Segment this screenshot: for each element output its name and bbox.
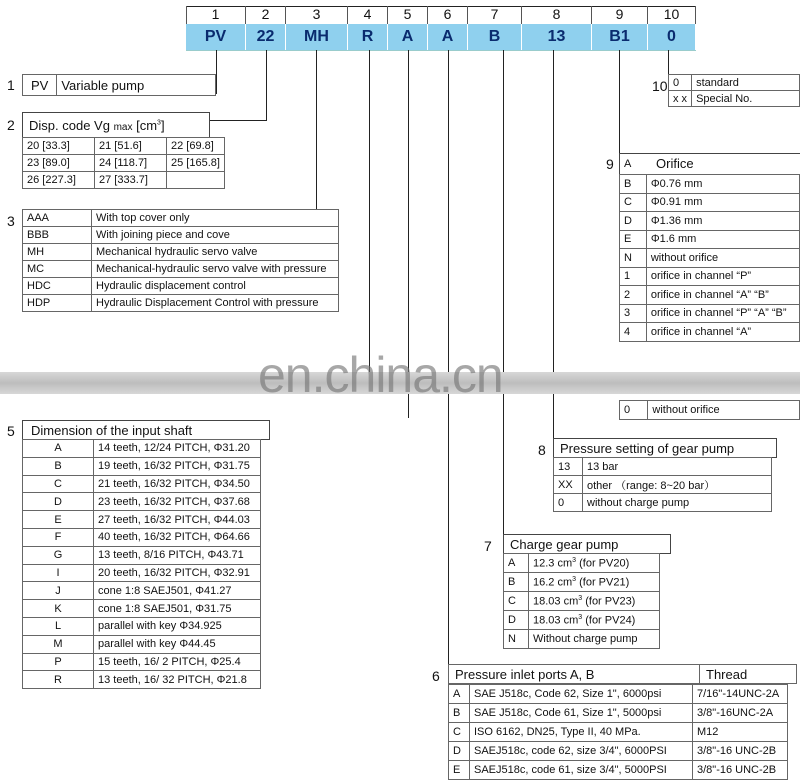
watermark-text: en.china.cn xyxy=(258,347,503,403)
header-num-5: 5 xyxy=(388,6,428,24)
header-code-9: B1 xyxy=(592,24,648,50)
section-1-table xyxy=(22,74,216,96)
orifice-row xyxy=(620,175,800,194)
charge-size: 18.03 cm xyxy=(533,595,579,608)
charge-unit-exp: 3 xyxy=(578,594,583,602)
section-8-number: 8 xyxy=(538,442,546,458)
shaft-desc: parallel with key Φ44.45 xyxy=(94,635,261,653)
charge-code: B xyxy=(504,573,529,592)
orifice-code: 4 xyxy=(620,323,647,342)
shaft-code: F xyxy=(23,528,94,546)
disp-code: 26 [227.3] xyxy=(23,172,95,189)
control-row xyxy=(23,261,339,278)
shaft-row xyxy=(23,457,261,475)
header-num-6: 6 xyxy=(428,6,468,24)
section-7-number: 7 xyxy=(484,538,492,554)
pressure-code: 0 xyxy=(554,494,583,512)
section-6-thread-title: Thread xyxy=(700,665,797,684)
shaft-code: D xyxy=(23,493,94,511)
disp-row xyxy=(23,138,225,155)
orifice-row xyxy=(620,212,800,231)
control-desc: With top cover only xyxy=(92,210,339,227)
pressure-code: XX xyxy=(554,476,583,494)
section-9-title: Orifice xyxy=(656,156,694,171)
header-code-5: A xyxy=(388,24,428,50)
control-desc: With joining piece and cove xyxy=(92,227,339,244)
shaft-row xyxy=(23,564,261,582)
version-row xyxy=(669,75,800,91)
section-6-title: Pressure inlet ports A, B xyxy=(449,665,700,684)
orifice-desc: Φ0.91 mm xyxy=(646,193,799,212)
control-code: BBB xyxy=(23,227,92,244)
version-desc: Special No. xyxy=(692,91,800,107)
header-code-7: B xyxy=(468,24,522,50)
header-num-10: 10 xyxy=(648,6,696,24)
section-10-table xyxy=(668,74,800,107)
section-5-title: Dimension of the input shaft xyxy=(31,423,193,438)
header-code-6: A xyxy=(428,24,468,50)
orifice-desc: orifice in channel “A” xyxy=(646,323,799,342)
orifice-code: B xyxy=(620,175,647,194)
shaft-desc: 21 teeth, 16/32 PITCH, Φ34.50 xyxy=(94,475,261,493)
port-row xyxy=(449,742,788,761)
orifice-code: 2 xyxy=(620,286,647,305)
charge-code: C xyxy=(504,592,529,611)
orifice-desc: orifice in channel “P” “A” “B” xyxy=(646,304,799,323)
shaft-desc: 13 teeth, 16/ 32 PITCH, Φ21.8 xyxy=(94,671,261,689)
charge-row xyxy=(504,573,660,592)
control-code: AAA xyxy=(23,210,92,227)
control-row xyxy=(23,278,339,295)
charge-model: (for PV21) xyxy=(579,576,630,589)
section-5-number: 5 xyxy=(7,423,15,439)
shaft-code: G xyxy=(23,546,94,564)
port-thread: 7/16"-14UNC-2A xyxy=(693,685,788,704)
orifice-desc: Φ1.6 mm xyxy=(646,230,799,249)
header-num-7: 7 xyxy=(468,6,522,24)
pressure-code: 13 xyxy=(554,458,583,476)
section-2-title-box xyxy=(22,112,210,138)
charge-row xyxy=(504,611,660,630)
charge-code: D xyxy=(504,611,529,630)
charge-size: 12.3 cm xyxy=(533,557,573,570)
port-thread: 3/8"-16 UNC-2B xyxy=(693,761,788,780)
shaft-desc: 13 teeth, 8/16 PITCH, Φ43.71 xyxy=(94,546,261,564)
charge-row xyxy=(504,592,660,611)
section-7-title: Charge gear pump xyxy=(510,537,619,552)
s9-title-code: A xyxy=(624,158,632,170)
section-3-number: 3 xyxy=(7,213,15,229)
shaft-code: K xyxy=(23,600,94,618)
section-2-number: 2 xyxy=(7,117,15,133)
shaft-row xyxy=(23,653,261,671)
section-7-title-box xyxy=(503,534,671,554)
port-desc: SAEJ518c, code 62, size 3/4", 6000PSI xyxy=(470,742,693,761)
orifice-row xyxy=(620,323,800,342)
pressure-desc: 13 bar xyxy=(583,458,772,476)
header-code-10: 0 xyxy=(648,24,696,50)
orifice-row xyxy=(620,267,800,286)
orifice-desc: without orifice xyxy=(646,249,799,268)
charge-desc xyxy=(529,592,660,611)
disp-code: 27 [333.7] xyxy=(95,172,167,189)
disp-code: 20 [33.3] xyxy=(23,138,95,155)
orifice-row xyxy=(620,230,800,249)
orifice-desc: orifice in channel “P” xyxy=(646,267,799,286)
control-code: MH xyxy=(23,244,92,261)
control-row xyxy=(23,295,339,312)
orifice-desc: Φ0.76 mm xyxy=(646,175,799,194)
control-desc: Mechanical hydraulic servo valve xyxy=(92,244,339,261)
control-code: MC xyxy=(23,261,92,278)
orifice-code: 3 xyxy=(620,304,647,323)
control-row xyxy=(23,210,339,227)
shaft-code: J xyxy=(23,582,94,600)
s2-title-sub: max xyxy=(113,122,133,133)
disp-code: 24 [118.7] xyxy=(95,155,167,172)
shaft-row xyxy=(23,617,261,635)
charge-size: 16.2 cm xyxy=(533,576,573,589)
charge-model: (for PV23) xyxy=(585,595,636,608)
charge-unit-exp: 3 xyxy=(578,613,583,621)
port-row xyxy=(449,761,788,780)
port-desc: SAEJ518c, code 61, size 3/4", 5000PSI xyxy=(470,761,693,780)
control-row xyxy=(23,227,339,244)
shaft-desc: cone 1:8 SAEJ501, Φ31.75 xyxy=(94,600,261,618)
port-row xyxy=(449,685,788,704)
header-num-8: 8 xyxy=(522,6,592,24)
s2-title-unit: [cm xyxy=(136,118,158,133)
header-num-9: 9 xyxy=(592,6,648,24)
shaft-code: A xyxy=(23,440,94,458)
header-num-4: 4 xyxy=(348,6,388,24)
shaft-code: P xyxy=(23,653,94,671)
header-code-2: 22 xyxy=(246,24,286,50)
shaft-code: C xyxy=(23,475,94,493)
section-9-table xyxy=(619,174,800,342)
port-code: E xyxy=(449,761,470,780)
orifice-row xyxy=(620,286,800,305)
port-code: A xyxy=(449,685,470,704)
shaft-desc: 40 teeth, 16/32 PITCH, Φ64.66 xyxy=(94,528,261,546)
header-num-2: 2 xyxy=(246,6,286,24)
orifice-code: C xyxy=(620,193,647,212)
port-thread: M12 xyxy=(693,723,788,742)
charge-model: (for PV24) xyxy=(585,614,636,627)
header-code-8: 13 xyxy=(522,24,592,50)
section-5-title-box xyxy=(22,420,270,440)
orifice-row xyxy=(620,304,800,323)
shaft-desc: cone 1:8 SAEJ501, Φ41.27 xyxy=(94,582,261,600)
charge-row xyxy=(504,630,660,649)
pressure-row xyxy=(554,458,772,476)
shaft-desc: 20 teeth, 16/32 PITCH, Φ32.91 xyxy=(94,564,261,582)
version-row xyxy=(669,91,800,107)
orifice-row xyxy=(620,249,800,268)
orifice-code: E xyxy=(620,230,647,249)
shaft-code: L xyxy=(23,617,94,635)
charge-unit-exp: 3 xyxy=(572,556,577,564)
shaft-row xyxy=(23,635,261,653)
shaft-code: M xyxy=(23,635,94,653)
shaft-code: B xyxy=(23,457,94,475)
shaft-row xyxy=(23,546,261,564)
section-2-title: Disp. code Vg $\max [cm^3]$ xyxy=(29,118,165,133)
shaft-code: E xyxy=(23,511,94,529)
section-8-title-box xyxy=(553,438,777,458)
orifice-code: 1 xyxy=(620,267,647,286)
s1-code: PV xyxy=(23,75,57,96)
orifice-desc: orifice in channel “A” “B” xyxy=(646,286,799,305)
disp-code: 23 [89.0] xyxy=(23,155,95,172)
disp-code xyxy=(167,172,225,189)
shaft-desc: parallel with key Φ34.925 xyxy=(94,617,261,635)
port-code: D xyxy=(449,742,470,761)
charge-desc xyxy=(529,611,660,630)
port-row xyxy=(449,723,788,742)
charge-code: A xyxy=(504,554,529,573)
control-desc: Mechanical-hydraulic servo valve with pressure xyxy=(92,261,339,278)
section-9-title-box xyxy=(619,153,800,175)
disp-code: 22 [69.8] xyxy=(167,138,225,155)
orifice-desc: Φ1.36 mm xyxy=(646,212,799,231)
shaft-row xyxy=(23,475,261,493)
s2-title-text: Disp. code Vg xyxy=(29,118,110,133)
shaft-desc: 27 teeth, 16/32 PITCH, Φ44.03 xyxy=(94,511,261,529)
disp-code: 21 [51.6] xyxy=(95,138,167,155)
section-9-last xyxy=(619,400,800,420)
shaft-code: I xyxy=(23,564,94,582)
section-3-table xyxy=(22,209,339,312)
port-thread: 3/8"-16UNC-2A xyxy=(693,704,788,723)
pressure-row xyxy=(554,494,772,512)
shaft-row xyxy=(23,528,261,546)
port-thread: 3/8"-16 UNC-2B xyxy=(693,742,788,761)
s1-label: Variable pump xyxy=(57,75,216,96)
shaft-row xyxy=(23,600,261,618)
charge-row xyxy=(504,554,660,573)
charge-desc xyxy=(529,573,660,592)
shaft-row xyxy=(23,511,261,529)
section-10-number: 10 xyxy=(652,78,668,94)
shaft-row xyxy=(23,671,261,689)
pressure-desc: without charge pump xyxy=(583,494,772,512)
section-6-number: 6 xyxy=(432,668,440,684)
charge-desc xyxy=(529,554,660,573)
pressure-row xyxy=(554,476,772,494)
header-num-1: 1 xyxy=(186,6,246,24)
port-desc: SAE J518c, Code 62, Size 1", 6000psi xyxy=(470,685,693,704)
control-desc: Hydraulic displacement control xyxy=(92,278,339,295)
control-row xyxy=(23,244,339,261)
header-code-4: R xyxy=(348,24,388,50)
section-8-table xyxy=(553,457,772,512)
port-code: B xyxy=(449,704,470,723)
section-8-title: Pressure setting of gear pump xyxy=(560,441,735,456)
version-desc: standard xyxy=(692,75,800,91)
header-num-3: 3 xyxy=(286,6,348,24)
pressure-desc: other （range: 8~20 bar） xyxy=(583,476,772,494)
disp-row xyxy=(23,172,225,189)
section-7-table xyxy=(503,553,660,649)
control-desc: Hydraulic Displacement Control with pressure xyxy=(92,295,339,312)
version-code: 0 xyxy=(669,75,692,91)
header-code-1: PV xyxy=(186,24,246,50)
shaft-desc: 15 teeth, 16/ 2 PITCH, Φ25.4 xyxy=(94,653,261,671)
control-code: HDP xyxy=(23,295,92,312)
shaft-row xyxy=(23,493,261,511)
shaft-desc: 14 teeth, 12/24 PITCH, Φ31.20 xyxy=(94,440,261,458)
orifice-row xyxy=(620,193,800,212)
section-2-table xyxy=(22,137,225,189)
charge-size: Without charge pump xyxy=(533,633,638,645)
orifice-code: D xyxy=(620,212,647,231)
charge-model: (for PV20) xyxy=(579,557,630,570)
s9-last-desc: without orifice xyxy=(648,401,800,420)
port-row xyxy=(449,704,788,723)
section-5-table xyxy=(22,439,261,689)
charge-code: N xyxy=(504,630,529,649)
shaft-row xyxy=(23,582,261,600)
charge-unit-exp: 3 xyxy=(572,575,577,583)
section-6-table xyxy=(448,684,788,780)
shaft-desc: 23 teeth, 16/32 PITCH, Φ37.68 xyxy=(94,493,261,511)
header-code-3: MH xyxy=(286,24,348,50)
charge-desc xyxy=(529,630,660,649)
control-code: HDC xyxy=(23,278,92,295)
disp-row xyxy=(23,155,225,172)
section-6-header xyxy=(448,664,797,684)
orifice-code: N xyxy=(620,249,647,268)
port-desc: SAE J518c, Code 61, Size 1", 5000psi xyxy=(470,704,693,723)
s9-last-code: 0 xyxy=(620,401,648,420)
section-1-number: 1 xyxy=(7,77,15,93)
shaft-row xyxy=(23,440,261,458)
shaft-code: R xyxy=(23,671,94,689)
s2-title-unit-close: ] xyxy=(160,118,165,133)
charge-size: 18.03 cm xyxy=(533,614,579,627)
disp-code: 25 [165.8] xyxy=(167,155,225,172)
section-9-number: 9 xyxy=(606,156,614,172)
port-desc: ISO 6162, DN25, Type II, 40 MPa. xyxy=(470,723,693,742)
version-code: x x xyxy=(669,91,692,107)
port-code: C xyxy=(449,723,470,742)
shaft-desc: 19 teeth, 16/32 PITCH, Φ31.75 xyxy=(94,457,261,475)
